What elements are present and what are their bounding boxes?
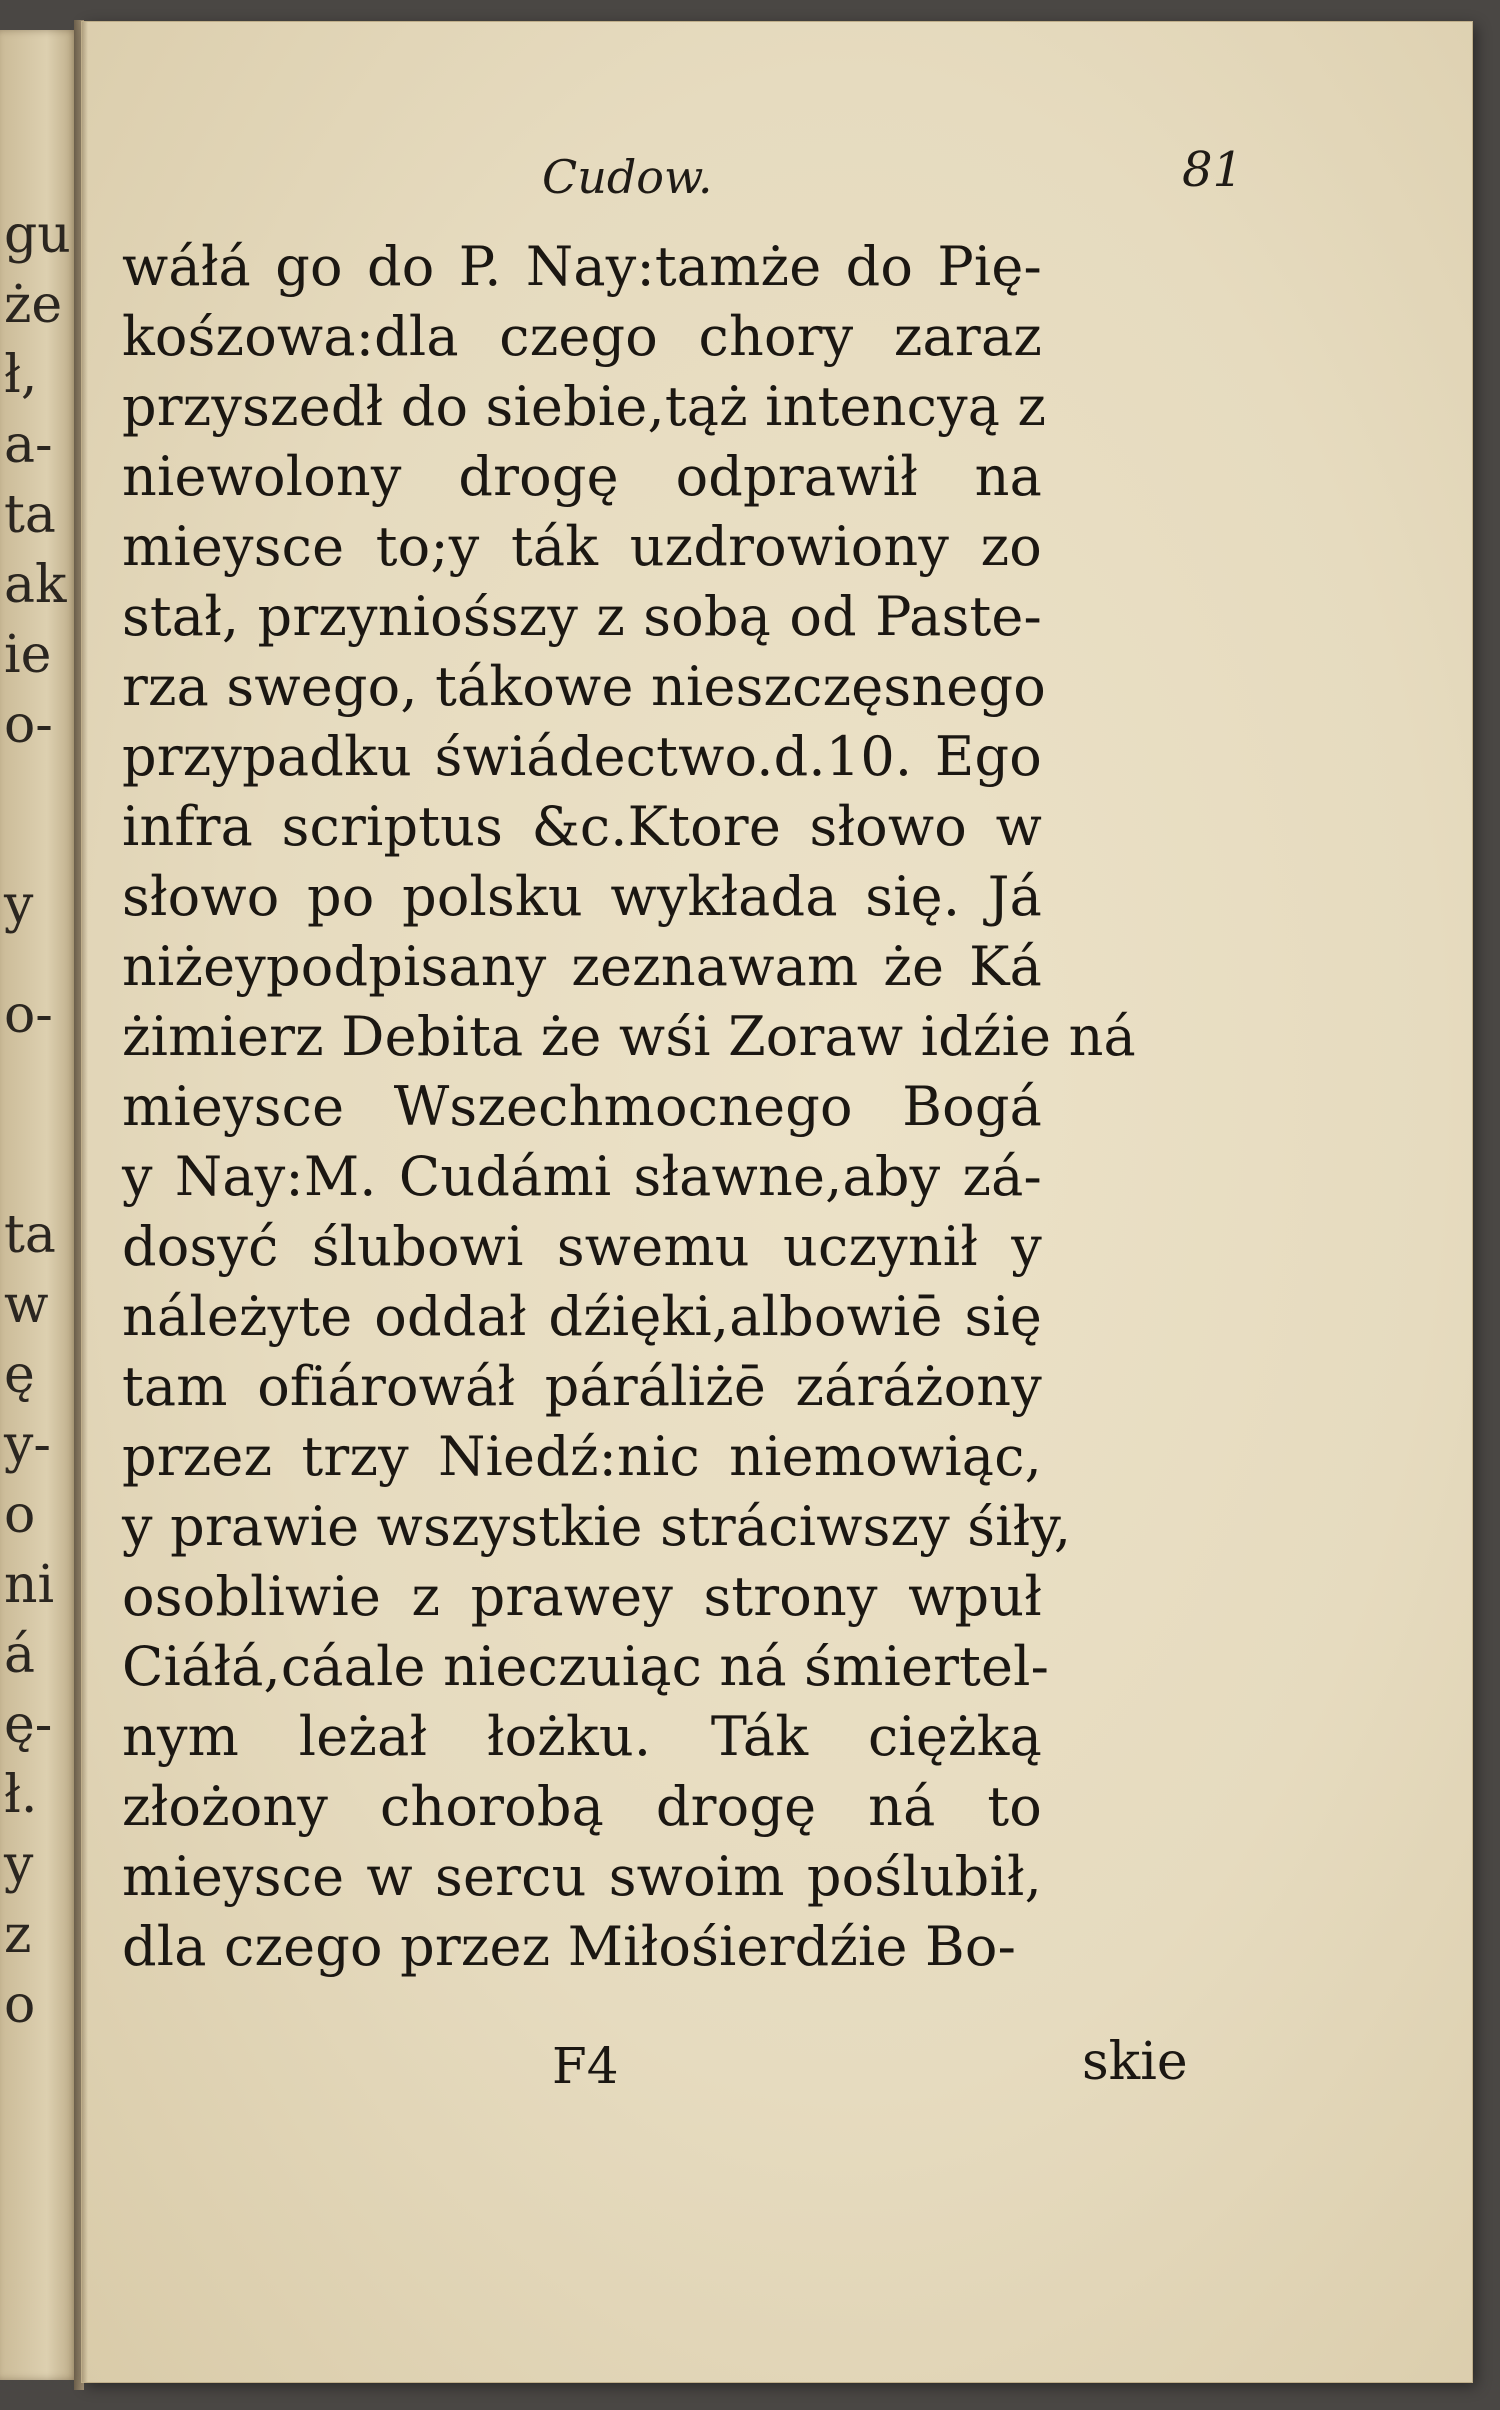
catchword: skie — [1082, 2032, 1188, 2092]
text-line: przez trzy Niedź:nic niemowiąc, — [122, 1425, 1042, 1488]
text-line: wáłá go do P. Nay:tamże do Pię- — [122, 235, 1042, 298]
margin-fragment: o — [4, 1975, 36, 2035]
margin-fragment: o- — [4, 695, 53, 755]
text-line: tam ofiárowáł páráliżē záráżony — [122, 1355, 1042, 1418]
text-line: stał, przyniośszy z sobą od Paste- — [122, 585, 1042, 648]
margin-fragment: a- — [4, 415, 53, 475]
text-line: żimierz Debita że wśi Zoraw idźie ná — [122, 1005, 1136, 1068]
margin-fragment: ł, — [4, 345, 38, 405]
text-line: dosyć ślubowi swemu uczynił y — [122, 1215, 1042, 1278]
margin-fragment: y- — [4, 1415, 51, 1475]
page-fold-shadow — [82, 22, 88, 2382]
text-line: nym leżał łożku. Ták ciężką — [122, 1705, 1042, 1768]
text-line: rza swego, tákowe nieszczęsnego — [122, 655, 1046, 718]
text-line: kośzowa:dla czego chory zaraz — [122, 305, 1042, 368]
margin-fragment: o- — [4, 985, 53, 1045]
text-line: náleżyte oddał dźięki,albowiē się — [122, 1285, 1042, 1348]
margin-fragment: o — [4, 1485, 36, 1545]
book-page — [82, 22, 1472, 2382]
margin-fragment: ni — [4, 1555, 55, 1615]
signature-mark: F4 — [552, 2037, 619, 2095]
text-line: niżeypodpisany zeznawam że Ká — [122, 935, 1042, 998]
margin-fragment: ie — [4, 625, 52, 685]
page-number: 81 — [1182, 142, 1244, 198]
text-line: słowo po polsku wykłada się. Já — [122, 865, 1042, 928]
margin-fragment: y — [4, 1835, 34, 1895]
running-head: Cudow. — [542, 150, 713, 204]
text-line: mieysce to;y ták uzdrowiony zo — [122, 515, 1042, 578]
margin-fragment: z — [4, 1905, 32, 1965]
margin-fragment: ta — [4, 485, 56, 545]
margin-fragment: gu — [4, 205, 71, 265]
margin-fragment: że — [4, 275, 63, 335]
text-line: Ciáłá,cáale nieczuiąc ná śmiertel- — [122, 1635, 1050, 1698]
text-line: dla czego przez Miłośierdźie Bo- — [122, 1915, 1017, 1978]
body-text — [122, 232, 1136, 1982]
margin-fragment: ę- — [4, 1695, 53, 1755]
text-line: niewolony drogę odprawił na — [122, 445, 1042, 508]
text-line: infra scriptus &c.Ktore słowo w — [122, 795, 1042, 858]
text-line: y prawie wszystkie stráciwszy śiły, — [122, 1495, 1072, 1558]
text-line: mieysce w sercu swoim poślubił, — [122, 1845, 1042, 1908]
previous-page-edge — [0, 30, 78, 2380]
margin-fragment: ę — [4, 1345, 35, 1405]
text-line: mieysce Wszechmocnego Bogá — [122, 1075, 1042, 1138]
margin-fragment: w — [4, 1275, 49, 1335]
margin-fragment: ta — [4, 1205, 56, 1265]
margin-fragment: y — [4, 875, 34, 935]
text-line: y Nay:M. Cudámi sławne,aby zá- — [122, 1145, 1042, 1208]
text-line: przypadku świádectwo.d.10. Ego — [122, 725, 1042, 788]
margin-fragment: á — [4, 1625, 36, 1685]
text-line: przyszedł do siebie,tąż intencyą z — [122, 375, 1047, 438]
text-line: osobliwie z prawey strony wpuł — [122, 1565, 1042, 1628]
margin-fragment: ak — [4, 555, 67, 615]
text-line: złożony chorobą drogę ná to — [122, 1775, 1042, 1838]
margin-fragment: ł. — [4, 1765, 38, 1825]
